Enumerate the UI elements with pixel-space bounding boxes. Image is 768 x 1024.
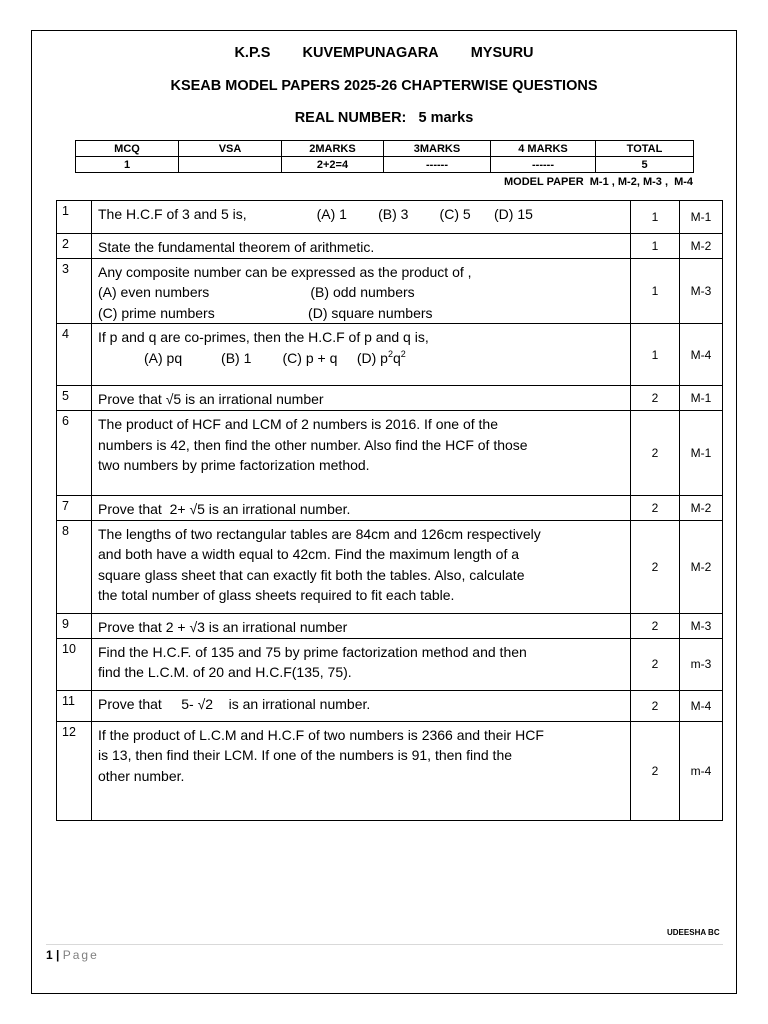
option-d — [357, 350, 406, 366]
question-number: 10 — [57, 638, 92, 690]
question-row — [57, 410, 723, 495]
question-line: (C) prime numbers (D) square numbers — [98, 304, 433, 321]
marks-value-cell — [179, 157, 282, 173]
question-row — [57, 721, 723, 820]
marks-header-row — [76, 141, 694, 157]
question-marks: 2 — [631, 410, 680, 495]
model-paper-note: MODEL PAPER M-1 , M-2, M-3 , M-4 — [504, 176, 694, 188]
page-footer — [46, 948, 99, 962]
school-header — [0, 45, 768, 61]
question-text — [92, 324, 631, 386]
marks-value-cell: 1 — [76, 157, 179, 173]
question-marks: 2 — [631, 520, 680, 613]
marks-header-cell: 3MARKS — [384, 141, 491, 157]
school-abbrev: K.P.S — [234, 45, 271, 61]
question-number: 3 — [57, 258, 92, 324]
school-locality: KUVEMPUNAGARA — [302, 45, 439, 61]
question-line: Any composite number can be expressed as the product of , — [98, 263, 472, 280]
question-row — [57, 258, 723, 324]
question-text — [92, 258, 631, 324]
question-model-paper: M-4 — [680, 690, 723, 721]
question-model-paper: M-3 — [680, 613, 723, 638]
question-options — [98, 348, 624, 369]
question-row — [57, 520, 723, 613]
question-line: If the product of L.C.M and H.C.F of two numbers is 2366 and their HCF — [98, 726, 544, 743]
question-model-paper: M-3 — [680, 258, 723, 324]
question-text — [92, 234, 631, 259]
question-row — [57, 201, 723, 234]
question-number: 2 — [57, 234, 92, 259]
footer-divider — [46, 944, 723, 945]
marks-header-cell: 2MARKS — [282, 141, 384, 157]
question-model-paper: M-1 — [680, 386, 723, 411]
question-number: 11 — [57, 690, 92, 721]
question-line: Prove that √5 is an irrational number — [98, 391, 324, 408]
option-d-exp1: 2 — [387, 348, 393, 359]
question-text — [92, 520, 631, 613]
chapter-title — [0, 110, 768, 126]
question-row — [57, 324, 723, 386]
question-row — [57, 495, 723, 520]
question-text — [92, 690, 631, 721]
question-line: the total number of glass sheets required to fit each table. — [98, 587, 455, 604]
question-marks: 2 — [631, 613, 680, 638]
question-text — [92, 410, 631, 495]
marks-value-cell: 5 — [596, 157, 694, 173]
question-number: 9 — [57, 613, 92, 638]
question-line: Find the H.C.F. of 135 and 75 by prime factorization method and then — [98, 643, 527, 660]
question-row — [57, 386, 723, 411]
chapter-title-text: REAL NUMBER: 5 marks — [294, 110, 474, 126]
question-line: two numbers by prime factorization method. — [98, 457, 370, 474]
marks-value-row — [76, 157, 694, 173]
question-marks: 2 — [631, 721, 680, 820]
question-line: Prove that 5- √2 is an irrational number. — [98, 695, 371, 712]
question-line: The lengths of two rectangular tables are 84cm and 126cm respectively — [98, 525, 541, 542]
question-marks: 1 — [631, 234, 680, 259]
question-line: Prove that 2 + √3 is an irrational number — [98, 618, 348, 635]
question-line: Prove that 2+ √5 is an irrational number. — [98, 500, 351, 517]
question-text — [92, 721, 631, 820]
question-line: other number. — [98, 767, 185, 784]
question-marks: 1 — [631, 324, 680, 386]
question-line: square glass sheet that can exactly fit both the tables. Also, calculate — [98, 566, 525, 583]
marks-header-cell: MCQ — [76, 141, 179, 157]
question-row — [57, 690, 723, 721]
question-marks: 2 — [631, 386, 680, 411]
marks-header-cell: TOTAL — [596, 141, 694, 157]
question-line: The H.C.F of 3 and 5 is, (A) 1 (B) 3 (C) 5 (D) 15 — [98, 206, 533, 222]
option-d-exp2: 2 — [400, 348, 406, 359]
question-model-paper: M-1 — [680, 410, 723, 495]
question-model-paper: M-2 — [680, 234, 723, 259]
question-marks: 2 — [631, 690, 680, 721]
question-line: (A) even numbers (B) odd numbers — [98, 284, 415, 301]
question-number: 6 — [57, 410, 92, 495]
option-c: (C) p + q — [282, 349, 338, 366]
question-number: 8 — [57, 520, 92, 613]
question-number: 7 — [57, 495, 92, 520]
question-number: 5 — [57, 386, 92, 411]
option-b: (B) 1 — [221, 349, 252, 366]
paper-title: KSEAB MODEL PAPERS 2025-26 CHAPTERWISE QUESTIONS — [170, 78, 598, 94]
question-text — [92, 386, 631, 411]
question-number: 1 — [57, 201, 92, 234]
question-model-paper: M-1 — [680, 201, 723, 234]
school-city: MYSURU — [470, 45, 534, 61]
question-text — [92, 613, 631, 638]
question-text — [92, 201, 631, 234]
page-label: Page — [62, 948, 99, 962]
question-model-paper: M-2 — [680, 520, 723, 613]
question-marks: 1 — [631, 201, 680, 234]
question-line: State the fundamental theorem of arithmetic. — [98, 239, 375, 255]
question-model-paper: m-4 — [680, 721, 723, 820]
question-line: The product of HCF and LCM of 2 numbers is 2016. If one of the — [98, 415, 498, 432]
page-number: 1 — [46, 948, 53, 962]
question-marks: 1 — [631, 258, 680, 324]
question-line: find the L.C.M. of 20 and H.C.F(135, 75). — [98, 664, 352, 681]
question-line: If p and q are co-primes, then the H.C.F of p and q is, — [98, 329, 429, 346]
marks-distribution-table — [75, 140, 694, 173]
option-d-var: q — [392, 349, 401, 366]
option-d-base: (D) p — [356, 349, 388, 366]
question-number: 4 — [57, 324, 92, 386]
question-model-paper: m-3 — [680, 638, 723, 690]
question-number: 12 — [57, 721, 92, 820]
marks-value-cell: ------ — [384, 157, 491, 173]
question-text — [92, 638, 631, 690]
marks-value-cell: ------ — [491, 157, 596, 173]
question-row — [57, 234, 723, 259]
question-marks: 2 — [631, 495, 680, 520]
question-row — [57, 613, 723, 638]
marks-value-cell: 2+2=4 — [282, 157, 384, 173]
question-line: and both have a width equal to 42cm. Find the maximum length of a — [98, 546, 520, 563]
questions-table — [56, 200, 723, 821]
option-a: (A) pq — [144, 349, 183, 366]
question-model-paper: M-4 — [680, 324, 723, 386]
marks-header-cell: 4 MARKS — [491, 141, 596, 157]
question-marks: 2 — [631, 638, 680, 690]
question-text — [92, 495, 631, 520]
question-row — [57, 638, 723, 690]
marks-header-cell: VSA — [179, 141, 282, 157]
footer-separator: | — [56, 948, 60, 962]
question-model-paper: M-2 — [680, 495, 723, 520]
question-line: numbers is 42, then find the other number. Also find the HCF of those — [98, 436, 528, 453]
author-credit: UDEESHA BC — [667, 928, 720, 937]
question-line: is 13, then find their LCM. If one of the numbers is 91, then find the — [98, 747, 513, 764]
